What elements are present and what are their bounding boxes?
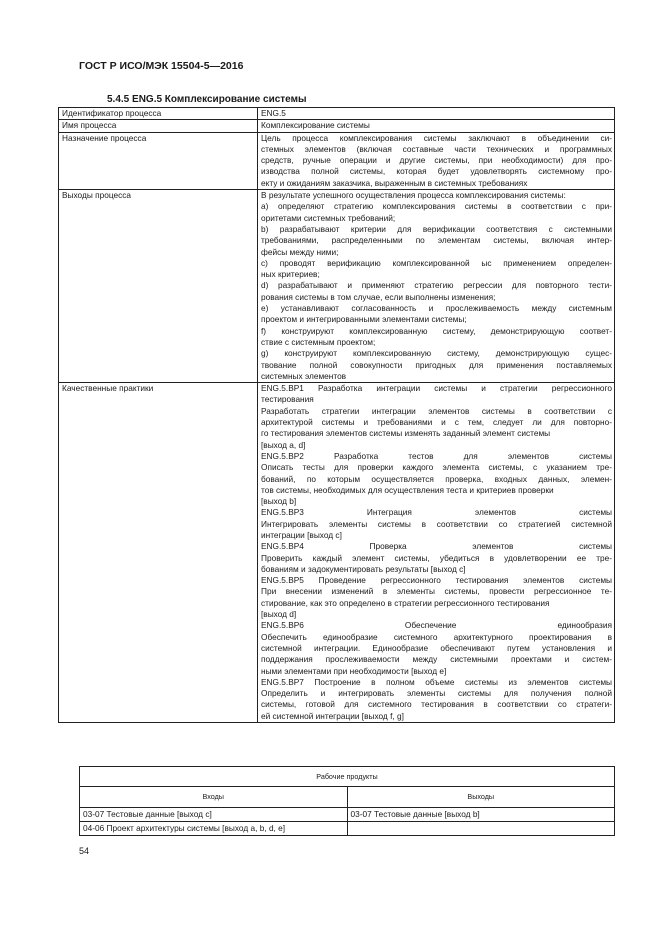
content-line: системных элементов — [261, 370, 347, 381]
row-label: Назначение процесса — [59, 132, 258, 189]
content-line: В результате успешного осуществления процесса комплексирования системы: — [261, 190, 566, 201]
content-line: твование полной совокупности пригодных для применения поставляемых — [261, 359, 612, 370]
content-line: екту и ожиданиям заказчика, выраженным в системных требованиях — [261, 177, 528, 188]
content-line: Описать тесты для проверки каждого элемента системы, с указанием тре- — [261, 462, 612, 473]
page-number: 54 — [79, 846, 90, 856]
content-line: архитектурой системы и требованиями и с тем, следует ли для повторно- — [261, 417, 612, 428]
content-line: Проверить каждый элемент системы, убедиться в удовлетворении ее тре- — [261, 552, 612, 563]
content-line: ей системной интеграции [выход f, g] — [261, 710, 404, 721]
output-product — [347, 821, 615, 835]
product-row — [80, 807, 615, 821]
content-line: Цель процесса комплексирования системы заключают в объединении си- — [261, 132, 612, 143]
content-line: Комплексирование системы — [261, 120, 370, 131]
content-line: интеграции [выход c] — [261, 529, 342, 540]
content-line: f) конструируют комплексированную систему, демонстрирующую соответ- — [261, 325, 612, 336]
content-line: ENG.5.BP6 Обеспечение единообразия — [261, 620, 612, 631]
content-line: ных критериев; — [261, 269, 320, 280]
content-line: e) устанавливают согласованность и прослеживаемость между системным — [261, 303, 612, 314]
outputs-header: Выходы — [347, 787, 615, 807]
content-line: стемных элементов (включая составные части технических и программных — [261, 143, 612, 154]
input-product: 03-07 Тестовые данные [выход c] — [80, 807, 348, 821]
content-line: [выход a, d] — [261, 439, 306, 450]
row-content — [258, 383, 615, 723]
content-line: ENG.5.BP5 Проведение регрессионного тестирования элементов системы — [261, 575, 612, 586]
table-row — [59, 190, 615, 383]
content-line: тестирования — [261, 394, 314, 405]
content-line: поддержания прослеживаемости между системными проектами и систем- — [261, 654, 612, 665]
table-row — [59, 108, 615, 120]
content-line: рования системы в том случае, если выполнены изменения; — [261, 291, 496, 302]
content-line: средств, ручные операции и другие системы, при необходимости) для про- — [261, 155, 612, 166]
content-line: Обеспечить единообразие системного архитектурного проектирования в — [261, 631, 612, 642]
content-line: [выход d] — [261, 609, 297, 620]
process-table — [58, 107, 615, 723]
inputs-header: Входы — [80, 787, 348, 807]
content-line: Разработать стратегии интеграции элементов системы в соответствии с — [261, 405, 612, 416]
content-line: При внесении изменений в элементы системы, провести регрессионное те- — [261, 586, 612, 597]
content-line: [выход b] — [261, 496, 297, 507]
content-line: ствие с системным проектом; — [261, 336, 376, 347]
work-products-table — [79, 766, 615, 836]
content-line: го тестирования элементов системы изменять заданный элемент системы — [261, 428, 551, 439]
document-header: ГОСТ Р ИСО/МЭК 15504-5—2016 — [79, 60, 244, 72]
content-line: Определить и интегрировать элементы системы для получения полной — [261, 688, 612, 699]
content-line: бованиям и задокументировать результаты [выход c] — [261, 563, 466, 574]
content-line: стирование, как это определено в стратегии регрессионного тестирования — [261, 597, 550, 608]
row-label: Идентификатор процесса — [59, 108, 258, 120]
table-row — [59, 383, 615, 723]
content-line: ными элементами при необходимости [выход e] — [261, 665, 447, 676]
table-row — [59, 132, 615, 189]
content-line: тов системы, необходимых для осуществления теста и критериев проверки — [261, 484, 554, 495]
content-line: ENG.5.BP3 Интеграция элементов системы — [261, 507, 612, 518]
input-product: 04-06 Проект архитектуры системы [выход a, b, d, e] — [80, 821, 348, 835]
content-line: ENG.5.BP1 Разработка интеграции системы и стратегии регрессионного — [261, 383, 612, 394]
content-line: фейсы между ними; — [261, 246, 339, 257]
row-label: Имя процесса — [59, 120, 258, 132]
content-line: g) конструируют комплексированную систему, демонстрирующую сущес- — [261, 348, 612, 359]
content-line: ENG.5.BP2 Разработка тестов для элементов системы — [261, 450, 612, 461]
row-label: Выходы процесса — [59, 190, 258, 383]
content-line: бований, по которым осуществляется проверка, входных данных, элемен- — [261, 473, 612, 484]
work-products-title: Рабочие продукты — [80, 767, 615, 787]
content-line: Интегрировать элементы системы в соответствии со стратегией системной — [261, 518, 612, 529]
content-line: b) разрабатывают критерии для верификации соответствия с системными — [261, 223, 612, 234]
content-line: системной интеграции. Единообразие обеспечивают путем установления и — [261, 642, 612, 653]
section-title: 5.4.5 ENG.5 Комплексирование системы — [107, 94, 307, 105]
content-line: d) разрабатывают и применяют стратегию регрессии для повторного тести- — [261, 280, 612, 291]
table-row — [59, 120, 615, 132]
content-line: изводства полной системы, которая будет удовлетворять системному про- — [261, 166, 612, 177]
content-line: ENG.5.BP4 Проверка элементов системы — [261, 541, 612, 552]
content-line: требованиями, распределенными по элементам системы, включая интер- — [261, 235, 612, 246]
content-line: ENG.5 — [261, 108, 286, 118]
content-line: ENG.5.BP7 Построение в полном объеме системы из элементов системы — [261, 676, 612, 687]
row-content — [258, 108, 615, 120]
product-row — [80, 821, 615, 835]
content-line: c) проводят верификацию комплексированной ыс применением определен- — [261, 257, 612, 268]
row-content — [258, 190, 615, 383]
content-line: оритетами системных требований; — [261, 212, 396, 223]
row-label: Качественные практики — [59, 383, 258, 723]
content-line: a) определяют стратегию комплексирования системы в соответствии с при- — [261, 201, 612, 212]
row-content — [258, 132, 615, 189]
output-product: 03-07 Тестовые данные [выход b] — [347, 807, 615, 821]
row-content — [258, 120, 615, 132]
content-line: системы, готовой для системного тестирования в соответствии со стратеги- — [261, 699, 612, 710]
content-line: проектом и интегрированными элементами системы; — [261, 314, 467, 325]
